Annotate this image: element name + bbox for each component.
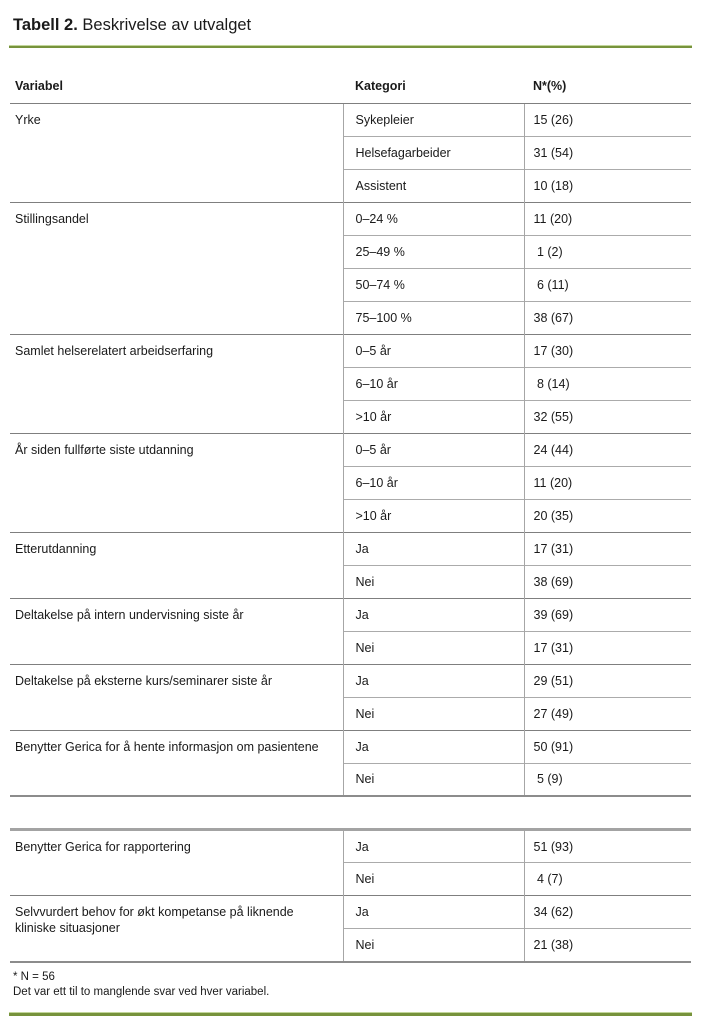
category-cell: Nei	[343, 929, 524, 962]
count-cell: 50 (91)	[524, 730, 691, 763]
count-cell: 39 (69)	[524, 598, 691, 631]
table-number: Tabell 2.	[13, 16, 78, 34]
variable-cell: Deltakelse på intern undervisning siste år	[10, 598, 343, 664]
count-cell: 11 (20)	[524, 202, 691, 235]
variable-cell: Selvvurdert behov for økt kompetanse på liknende kliniske situasjoner	[10, 896, 343, 962]
category-cell: Sykepleier	[343, 103, 524, 136]
count-cell: 15 (26)	[524, 103, 691, 136]
count-cell: 1 (2)	[524, 235, 691, 268]
table-row	[10, 664, 691, 697]
variable-cell: År siden fullførte siste utdanning	[10, 433, 343, 532]
table-row	[10, 830, 691, 863]
count-cell: 27 (49)	[524, 697, 691, 730]
category-cell: Ja	[343, 664, 524, 697]
table-row	[10, 730, 691, 763]
count-cell: 31 (54)	[524, 136, 691, 169]
top-rule	[9, 45, 692, 48]
header-row	[10, 60, 691, 103]
table-row	[10, 598, 691, 631]
category-cell: Ja	[343, 830, 524, 863]
category-cell: Assistent	[343, 169, 524, 202]
category-cell: Nei	[343, 565, 524, 598]
category-cell: 0–5 år	[343, 433, 524, 466]
count-cell: 38 (67)	[524, 301, 691, 334]
count-cell: 32 (55)	[524, 400, 691, 433]
count-cell: 51 (93)	[524, 830, 691, 863]
table-row	[10, 202, 691, 235]
count-cell: 17 (31)	[524, 532, 691, 565]
page-title	[13, 14, 701, 36]
table-row	[10, 896, 691, 929]
variable-cell: Yrke	[10, 103, 343, 202]
category-cell: >10 år	[343, 499, 524, 532]
count-cell: 17 (30)	[524, 334, 691, 367]
category-cell: Nei	[343, 863, 524, 896]
count-cell: 8 (14)	[524, 367, 691, 400]
count-cell: 17 (31)	[524, 631, 691, 664]
count-cell: 34 (62)	[524, 896, 691, 929]
category-cell: Ja	[343, 532, 524, 565]
category-cell: 0–24 %	[343, 202, 524, 235]
category-cell: Nei	[343, 763, 524, 796]
category-cell: Ja	[343, 896, 524, 929]
count-cell: 21 (38)	[524, 929, 691, 962]
column-header-variabel: Variabel	[10, 60, 343, 103]
category-cell: 6–10 år	[343, 466, 524, 499]
count-cell: 24 (44)	[524, 433, 691, 466]
count-cell: 6 (11)	[524, 268, 691, 301]
category-cell: 50–74 %	[343, 268, 524, 301]
category-cell: Helsefagarbeider	[343, 136, 524, 169]
category-cell: 6–10 år	[343, 367, 524, 400]
bottom-rule	[9, 1012, 692, 1016]
category-cell: 0–5 år	[343, 334, 524, 367]
sample-table-part-1	[10, 60, 691, 797]
count-cell: 20 (35)	[524, 499, 691, 532]
count-cell: 5 (9)	[524, 763, 691, 796]
category-cell: Nei	[343, 697, 524, 730]
column-header-kategori: Kategori	[343, 60, 524, 103]
column-header-n: N*(%)	[524, 60, 691, 103]
category-cell: Ja	[343, 598, 524, 631]
table-footnote	[13, 970, 691, 1000]
count-cell: 10 (18)	[524, 169, 691, 202]
count-cell: 11 (20)	[524, 466, 691, 499]
variable-cell: Etterutdanning	[10, 532, 343, 598]
count-cell: 29 (51)	[524, 664, 691, 697]
table-row	[10, 334, 691, 367]
category-cell: >10 år	[343, 400, 524, 433]
category-cell: Ja	[343, 730, 524, 763]
variable-cell: Stillingsandel	[10, 202, 343, 334]
count-cell: 4 (7)	[524, 863, 691, 896]
footnote-n: * N = 56	[13, 970, 55, 983]
sample-table-part-2	[10, 828, 691, 963]
table-caption: Beskrivelse av utvalget	[77, 16, 252, 34]
table-row	[10, 103, 691, 136]
variable-cell: Samlet helserelatert arbeidserfaring	[10, 334, 343, 433]
variable-cell: Benytter Gerica for å hente informasjon om pasientene	[10, 730, 343, 796]
category-cell: 75–100 %	[343, 301, 524, 334]
category-cell: Nei	[343, 631, 524, 664]
category-cell: 25–49 %	[343, 235, 524, 268]
count-cell: 38 (69)	[524, 565, 691, 598]
variable-cell: Benytter Gerica for rapportering	[10, 830, 343, 896]
footnote-missing: Det var ett til to manglende svar ved hver variabel.	[13, 985, 270, 998]
table-row	[10, 532, 691, 565]
table-row	[10, 433, 691, 466]
variable-cell: Deltakelse på eksterne kurs/seminarer siste år	[10, 664, 343, 730]
